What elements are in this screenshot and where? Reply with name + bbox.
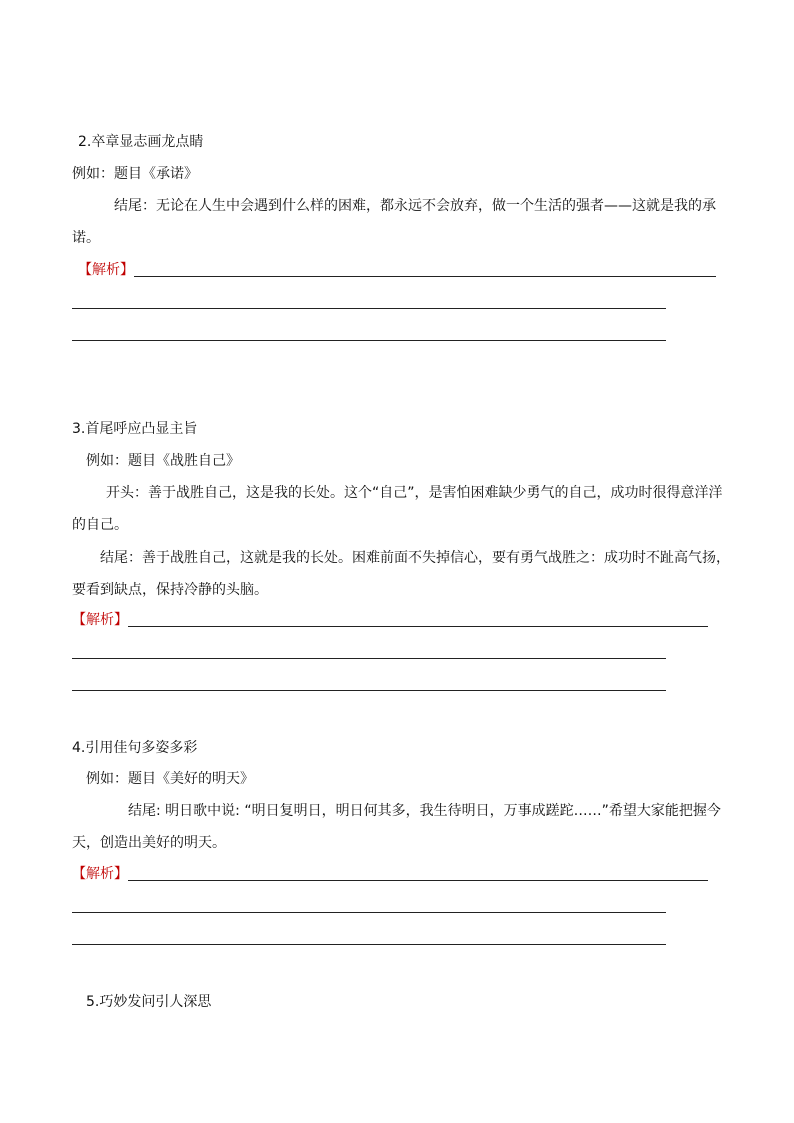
section-4-answer-line-2[interactable] [72, 912, 666, 913]
section-4-analysis-label: 【解析】 [72, 866, 128, 882]
section-2-answer-line-2[interactable] [72, 308, 666, 309]
section-3-opening-line-1: 开头：善于战胜自己，这是我的长处。这个“自己”，是害怕困难缺少勇气的自己，成功时很得意洋洋 [106, 485, 723, 501]
section-4-ending-line-2: 天，创造出美好的明天。 [72, 835, 226, 851]
section-2-analysis-label: 【解析】 [78, 262, 134, 278]
section-3-analysis-label: 【解析】 [72, 612, 128, 628]
section-3-opening-line-2: 的自己。 [72, 517, 128, 533]
section-2-ending-line-1: 结尾：无论在人生中会遇到什么样的困难，都永远不会放弃，做一个生活的强者——这就是我的承 [114, 198, 716, 214]
section-3-heading: 3.首尾呼应凸显主旨 [72, 421, 198, 437]
section-2-answer-line-3[interactable] [72, 340, 666, 341]
section-4-heading: 4.引用佳句多姿多彩 [72, 740, 198, 756]
section-3-answer-line-3[interactable] [72, 690, 666, 691]
section-3-answer-line-2[interactable] [72, 658, 666, 659]
section-3-answer-line-1[interactable] [128, 626, 708, 627]
section-2-example: 例如：题目《承诺》 [72, 166, 198, 182]
section-4-answer-line-1[interactable] [128, 880, 708, 881]
section-5-heading: 5.巧妙发问引人深思 [86, 994, 212, 1010]
section-3-ending-line-2: 要看到缺点，保持冷静的头脑。 [72, 582, 268, 598]
section-2-heading: 2.卒章显志画龙点睛 [78, 134, 204, 150]
section-4-answer-line-3[interactable] [72, 944, 666, 945]
section-4-example: 例如：题目《美好的明天》 [86, 771, 254, 787]
section-3-example: 例如：题目《战胜自己》 [86, 453, 240, 469]
section-4-ending-line-1: 结尾: 明日歌中说: “明日复明日，明日何其多，我生待明日，万事成蹉跎……”希望大家能把握今 [128, 803, 721, 819]
section-2-answer-line-1[interactable] [134, 276, 716, 277]
section-2-ending-line-2: 诺。 [72, 230, 100, 246]
section-3-ending-line-1: 结尾：善于战胜自己，这就是我的长处。困难前面不失掉信心，要有勇气战胜之：成功时不趾高气扬， [100, 550, 730, 566]
